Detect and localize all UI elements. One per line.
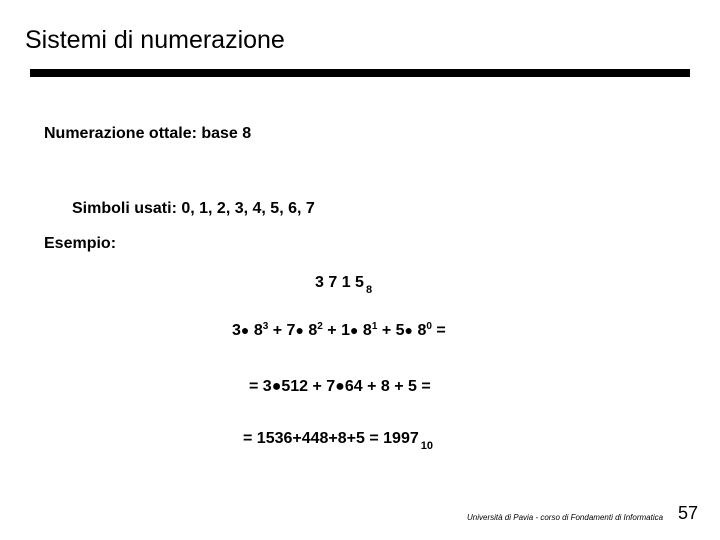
example-number: [315, 274, 373, 296]
term-base: 8: [417, 322, 427, 339]
term-coefficient: 7: [286, 322, 296, 339]
symbols-line: Simboli usati: 0, 1, 2, 3, 4, 5, 6, 7: [72, 200, 315, 217]
result-line: [243, 430, 433, 452]
plus-operator: +: [272, 322, 283, 339]
term-base: 8: [253, 322, 263, 339]
example-number-digits: 3 7 1 5: [315, 274, 364, 291]
term-base: 8: [362, 322, 372, 339]
term-exponent: 0: [426, 321, 432, 332]
result-base: 10: [420, 440, 433, 452]
products-line: = 3●512 + 7●64 + 8 + 5 =: [249, 378, 431, 395]
term-exponent: 2: [317, 321, 323, 332]
example-label: Esempio:: [44, 235, 117, 252]
term-base: 8: [308, 322, 318, 339]
page-number: 57: [678, 503, 699, 523]
example-number-base: 8: [365, 284, 373, 296]
term-coefficient: 1: [341, 322, 350, 339]
term-exponent: 1: [371, 321, 378, 332]
title-divider: [30, 69, 690, 77]
term-coefficient: 3: [232, 322, 241, 339]
plus-operator: +: [381, 322, 392, 339]
plus-operator: +: [327, 322, 337, 339]
term-exponent: 3: [262, 321, 269, 332]
expansion-line: [232, 322, 446, 340]
multiply-dot: ●: [295, 322, 304, 338]
multiply-dot: ●: [350, 322, 359, 338]
result-text: = 1536+448+8+5 = 1997: [243, 430, 419, 447]
slide-title: Sistemi di numerazione: [25, 26, 285, 54]
octal-heading: Numerazione ottale: base 8: [44, 125, 252, 142]
footer-text: Università di Pavia - corso di Fondamenti di Informatica: [467, 513, 664, 522]
multiply-dot: ●: [404, 322, 414, 338]
equals-sign: =: [436, 322, 446, 339]
term-coefficient: 5: [395, 322, 405, 339]
multiply-dot: ●: [240, 322, 250, 338]
